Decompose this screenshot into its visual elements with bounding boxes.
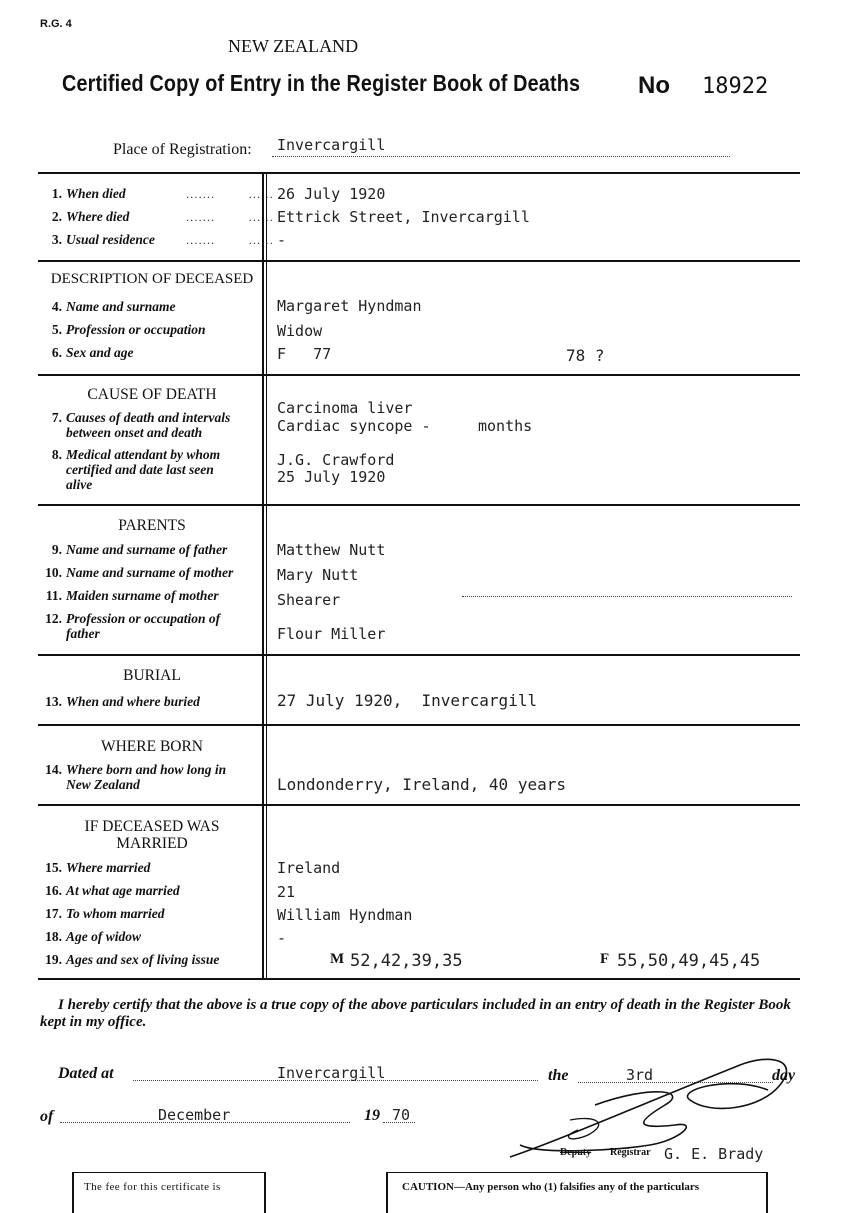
heading-where-born: WHERE BORN (100, 738, 204, 755)
value-whom-married: William Hyndman (277, 906, 413, 924)
registrar-signature (500, 1045, 810, 1170)
rule-section2 (38, 260, 800, 262)
value-when-died: 26 July 1920 (277, 185, 386, 203)
number-label: No (638, 72, 670, 99)
day-value: 3rd (626, 1066, 654, 1084)
label-name: 4. Name and surname (51, 299, 176, 314)
deputy-label: Deputy (560, 1147, 592, 1158)
heading-burial: BURIAL (123, 667, 181, 684)
place-dotline (272, 156, 730, 157)
rule-section7 (38, 804, 800, 806)
value-cause-1: Carcinoma liver (277, 399, 413, 417)
value-usual-residence: - (277, 231, 287, 249)
value-father: Matthew Nutt (277, 541, 386, 559)
place-label: Place of Registration: (113, 141, 252, 158)
value-name: Margaret Hyndman (277, 297, 422, 315)
label-living-issue: 19. Ages and sex of living issue (45, 952, 220, 967)
dated-label: Dated at (58, 1065, 114, 1082)
value-maiden-name: Shearer (277, 591, 341, 609)
label-occupation: 5. Profession or occupation (51, 322, 206, 337)
value-date-seen: 25 July 1920 (277, 468, 386, 486)
month-value: December (158, 1106, 231, 1124)
column-divider (262, 172, 264, 980)
label-maiden-name: 11. Maiden surname of mother (45, 588, 219, 603)
male-issue-label: M (330, 951, 345, 967)
fee-text: The fee for this certificate is (84, 1181, 221, 1193)
label-whom-married: 17. To whom married (45, 906, 165, 921)
label-where-married: 15. Where married (45, 860, 151, 875)
leader-dots: ....... ...... (186, 236, 274, 247)
label-age-married: 16. At what age married (45, 883, 180, 898)
value-age-married: 21 (277, 883, 296, 901)
label-attendant: 8. Medical attendant by whom certified and date last seen alive (51, 447, 221, 492)
label-when-died: 1. When died (51, 186, 126, 201)
caution-text: CAUTION—Any person who (1) falsifies any of the particulars (402, 1181, 699, 1193)
label-where-died: 2. Where died (51, 209, 130, 224)
registrar-name: G. E. Brady (664, 1145, 764, 1163)
registrar-label: Registrar (610, 1147, 651, 1158)
heading-married: IF DECEASED WAS MARRIED (84, 818, 220, 852)
value-age-widow: - (277, 929, 287, 947)
year-prefix: 19 (364, 1107, 380, 1124)
label-mother: 10. Name and surname of mother (45, 565, 234, 580)
label-father: 9. Name and surname of father (51, 542, 228, 557)
rule-section3 (38, 374, 800, 376)
label-sex-age: 6. Sex and age (51, 345, 134, 360)
of-label: of (40, 1108, 54, 1125)
leader-dots: ....... ...... (186, 190, 274, 201)
heading-description: DESCRIPTION OF DECEASED (50, 271, 254, 287)
value-mother: Mary Nutt (277, 566, 359, 584)
caution-box (386, 1172, 768, 1213)
day-label: day (772, 1067, 796, 1084)
value-cause-2: Cardiac syncope - (277, 417, 431, 435)
heading-cause: CAUSE OF DEATH (87, 386, 217, 403)
value-where-born: Londonderry, Ireland, 40 years (277, 775, 566, 794)
fee-box (72, 1172, 266, 1213)
country-heading: NEW ZEALAND (228, 36, 359, 56)
year-suffix: 70 (392, 1106, 411, 1124)
label-usual-residence: 3. Usual residence (51, 232, 155, 247)
label-causes: 7. Causes of death and intervals between onset and death (51, 410, 231, 440)
leader-dots: ....... ...... (186, 213, 274, 224)
rule-section4 (38, 504, 800, 506)
female-issue-values: 55,50,49,45,45 (617, 951, 761, 971)
parents-dotline (462, 596, 792, 597)
male-issue-values: 52,42,39,35 (350, 951, 463, 971)
column-divider-inner (266, 172, 267, 980)
rule-section5 (38, 654, 800, 656)
form-code: R.G. 4 (40, 18, 72, 30)
place-value: Invercargill (277, 136, 386, 154)
dated-place-value: Invercargill (277, 1064, 386, 1082)
document-title: Certified Copy of Entry in the Register Book of Deaths (62, 70, 581, 96)
rule-bottom (38, 978, 800, 980)
rule-section6 (38, 724, 800, 726)
the-label: the (548, 1067, 569, 1084)
value-burial: 27 July 1920, Invercargill (277, 691, 538, 710)
value-where-died: Ettrick Street, Invercargill (277, 208, 530, 226)
value-attendant: J.G. Crawford (277, 451, 395, 469)
value-where-married: Ireland (277, 859, 341, 877)
value-father-occupation: Flour Miller (277, 625, 386, 643)
certify-statement: I hereby certify that the above is a true copy of the above particulars included in an entry of death in the Register Book kept in my office. (40, 997, 791, 1030)
value-sex-age: F 77 (277, 345, 332, 363)
number-value: 18922 (702, 74, 769, 99)
heading-parents: PARENTS (118, 517, 186, 534)
value-interval: months (478, 417, 533, 435)
age-annotation: 78 ? (566, 346, 605, 365)
label-father-occupation: 12. Profession or occupation of father (45, 611, 221, 641)
label-age-widow: 18. Age of widow (45, 929, 142, 944)
female-issue-label: F (600, 951, 610, 967)
value-occupation: Widow (277, 322, 323, 340)
rule-top (38, 172, 800, 174)
label-burial: 13. When and where buried (45, 694, 200, 709)
label-where-born: 14. Where born and how long in New Zealand (45, 762, 227, 792)
